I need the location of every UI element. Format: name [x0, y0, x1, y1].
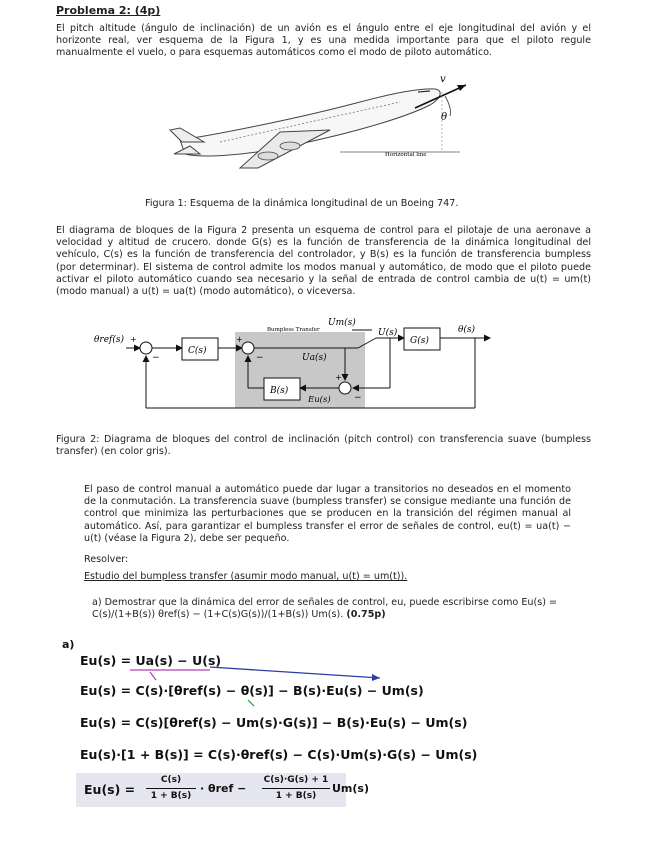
u-label: U(s) — [378, 328, 398, 338]
paragraph-2: El diagrama de bloques de la Figura 2 presenta un esquema de control para el pilotaje de una aeronave a velocidad y altitud de crucero. donde G(s) es la función de transferencia de la dinámica longitudinal del vehículo, C(s) es la función de transferencia del controlador, y B(s) es la función de transferencia bumpless (por determinar). El sistema de control admite los modos manual y automático, de modo que el piloto puede activar el piloto automático cuando sea necesario y la señal de entrada de control cambia de u(t) = um(t) (modo manual) a u(t) = ua(t) (modo automático), o viceversa. — [56, 225, 591, 298]
part-a-points: (0.75p) — [346, 609, 386, 621]
hw-line-5-mid: · θref − — [200, 782, 247, 795]
bumpless-label: Bumpless Transfer — [267, 327, 320, 333]
hw-line-1: Eu(s) = Ua(s) − U(s) — [80, 653, 222, 668]
sum3-plus: + — [335, 373, 342, 382]
sum1-minus: − — [152, 353, 160, 363]
paragraph-3: El paso de control manual a automático puede dar lugar a transitorios no deseados en el momento de la conmutación. La transferencia suave (bumpless transfer) se consigue mediante una función de control que minimiza las perturbaciones que se producen en la transición del régimen manual al automático. Así, para garantizar el bumpless transfer el error de señales de control, eu(t) = ua(t) − u(t) (véase la Figura 2), debe ser pequeño. — [84, 484, 571, 544]
figure-1-caption: Figura 1: Esquema de la dinámica longitudinal de un Boeing 747. — [145, 198, 459, 209]
hw-line-5-end: Um(s) — [332, 782, 369, 795]
controller-label: C(s) — [188, 346, 207, 356]
hw-line-5-den2: 1 + B(s) — [275, 791, 317, 801]
hw-fraction-bar-2 — [262, 788, 330, 789]
sum2-minus: − — [256, 353, 264, 363]
hw-line-2: Eu(s) = C(s)·[θref(s) − θ(s)] − B(s)·Eu(s) − Um(s) — [80, 683, 424, 698]
plant-label: G(s) — [410, 336, 429, 346]
ua-label: Ua(s) — [302, 353, 327, 363]
estudio-heading: Estudio del bumpless transfer (asumir modo manual, u(t) = um(t)). — [84, 571, 408, 582]
figure-2-caption: Figura 2: Diagrama de bloques del control de inclinación (pitch control) con transferencia suave (bumpless transfer) (en color gris). — [56, 434, 591, 458]
output-label: θ(s) — [458, 325, 476, 335]
hw-line-5-num1: C(s) — [160, 775, 182, 785]
sum2-plus: + — [236, 335, 243, 344]
figure-2-block-diagram — [80, 312, 580, 412]
hw-line-3: Eu(s) = C(s)[θref(s) − Um(s)·G(s)] − B(s)·Eu(s) − Um(s) — [80, 715, 468, 730]
figure-1-diagram — [160, 72, 470, 187]
problem-title: Problema 2: (4p) — [56, 4, 161, 17]
input-label: θref(s) — [94, 335, 125, 345]
velocity-label: v — [440, 74, 446, 85]
summing-junction-1 — [140, 342, 152, 354]
summing-junction-3 — [339, 382, 351, 394]
um-label: Um(s) — [328, 318, 356, 328]
part-a-text: a) Demostrar que la dinámica del error de señales de control, eu, puede escribirse como Eu(s) = C(s)/(1+B(s)) θref(s) − (1+C(s)G(s))/(1+B(s)) Um(s). — [92, 597, 558, 621]
sum3-minus: − — [354, 393, 362, 403]
hw-label: a) — [62, 638, 75, 651]
resolver-label: Resolver: — [84, 554, 129, 565]
sum1-plus: + — [130, 335, 137, 344]
hw-line-5-lhs: Eu(s) = — [84, 782, 136, 797]
hw-line-4: Eu(s)·[1 + B(s)] = C(s)·θref(s) − C(s)·Um(s)·G(s) − Um(s) — [80, 747, 478, 762]
summing-junction-2 — [242, 342, 254, 354]
hw-line-5-num2: C(s)·G(s) + 1 — [263, 775, 329, 785]
aircraft-tail — [170, 128, 204, 142]
bumpless-block-label: B(s) — [270, 386, 289, 396]
hw-fraction-bar-1 — [146, 788, 196, 789]
horizontal-line-label: Horizontal line — [385, 152, 427, 158]
eu-label: Eu(s) — [308, 395, 331, 405]
theta-label: θ — [441, 112, 448, 123]
hw-line-5-den1: 1 + B(s) — [150, 791, 192, 801]
intro-paragraph: El pitch altitude (ángulo de inclinación) de un avión es el ángulo entre el eje longitudinal del avión y el horizonte real, ver esquema de la Figura 1, y es una medida importante para que el piloto regule manualmente el vuelo, o para esquemas automáticos como el modo de piloto automático. — [56, 23, 591, 59]
aircraft-fuselage — [180, 89, 440, 156]
